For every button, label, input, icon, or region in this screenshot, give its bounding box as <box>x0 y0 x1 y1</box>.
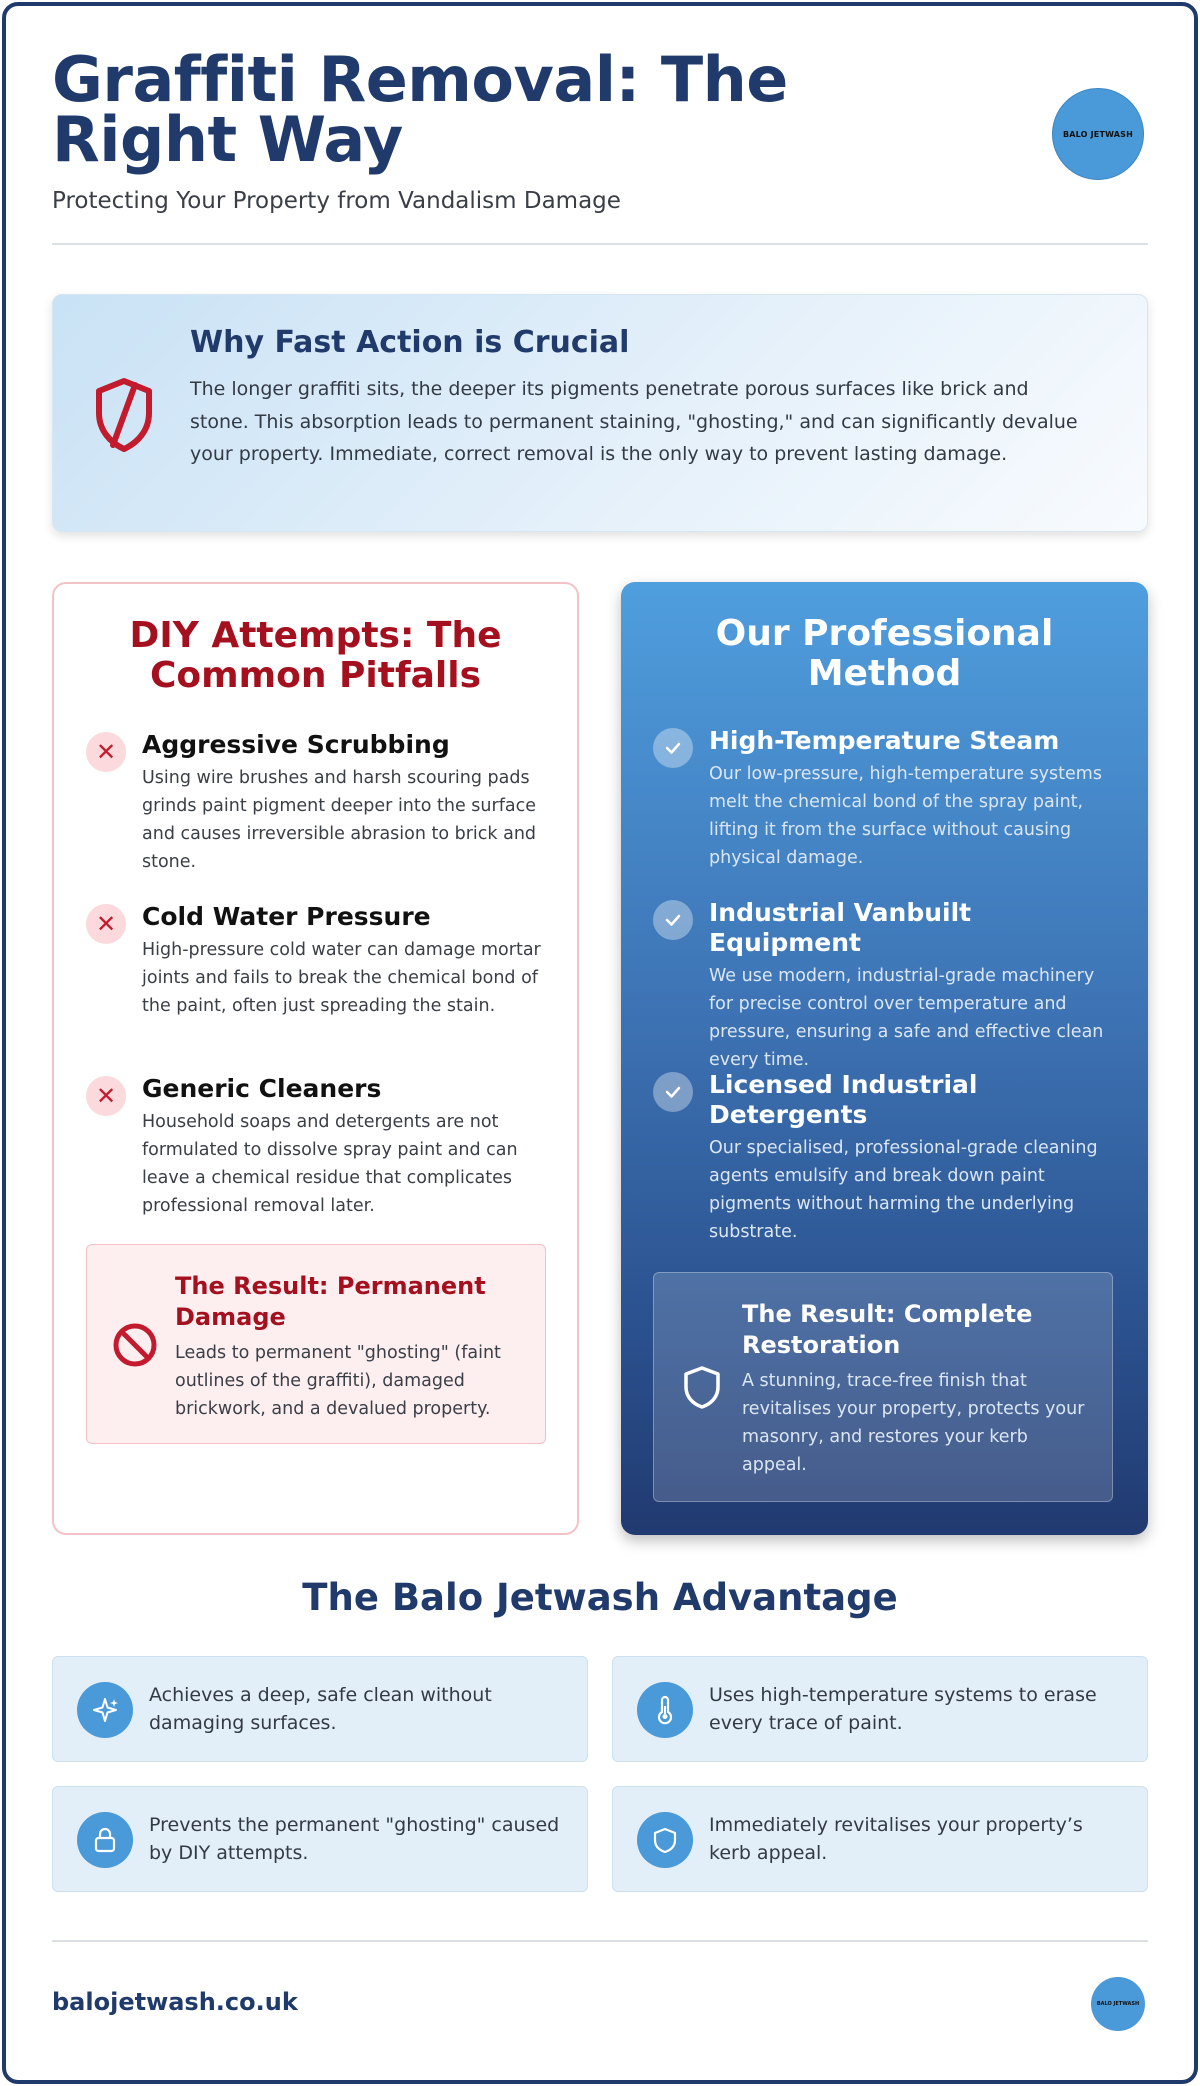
pro-column <box>621 582 1148 1535</box>
advantage-card <box>52 1656 588 1762</box>
cross-icon: ✕ <box>86 732 126 772</box>
pro-item-title: High-Temperature Steam <box>709 726 1060 755</box>
page-title: Graffiti Removal: The Right Way <box>52 43 788 176</box>
fast-action-box <box>52 294 1148 532</box>
cross-icon: ✕ <box>86 1076 126 1116</box>
lock-icon <box>77 1812 133 1868</box>
advantage-card <box>612 1786 1148 1892</box>
footer-divider <box>52 1940 1148 1942</box>
advantage-card <box>52 1786 588 1892</box>
website-link[interactable]: balojetwash.co.uk <box>52 1988 298 2016</box>
check-icon <box>653 728 693 768</box>
header-divider <box>52 243 1148 245</box>
diy-item <box>86 902 546 1020</box>
diy-column <box>52 582 579 1535</box>
diy-item-text: Household soaps and detergents are not formulated to dissolve spray paint and can leave a chemical residue that complicates professional removal later. <box>142 1112 518 1216</box>
advantage-text: Immediately revitalises your property’s kerb appeal. <box>709 1814 1083 1864</box>
footer-logo-text: BALO JETWASH <box>1096 2001 1140 2007</box>
pro-item <box>653 1070 1113 1246</box>
fast-action-heading: Why Fast Action is Crucial <box>190 325 630 360</box>
diy-item-title: Cold Water Pressure <box>142 902 431 931</box>
diy-result-text: Leads to permanent "ghosting" (faint outlines of the graffiti), damaged brickwork, and a devalued property. <box>175 1343 501 1419</box>
fast-action-body: The longer graffiti sits, the deeper its pigments penetrate porous surfaces like brick and stone. This absorption leads to permanent staining, "ghosting," and can significantly devalue your property. Immediate, correct removal is the only way to prevent lasting damage. <box>190 378 1078 465</box>
diy-heading: DIY Attempts: The Common Pitfalls <box>129 615 502 696</box>
pro-item <box>653 898 1113 1074</box>
page-subtitle: Protecting Your Property from Vandalism Damage <box>52 188 621 214</box>
shield-icon <box>637 1812 693 1868</box>
prohibited-icon <box>111 1321 159 1369</box>
pro-heading: Our Professional Method <box>715 613 1054 694</box>
pro-result-title: The Result: Complete Restoration <box>742 1300 1033 1359</box>
cross-icon: ✕ <box>86 904 126 944</box>
pro-item-title: Licensed Industrial Detergents <box>709 1070 978 1129</box>
sparkle-icon <box>77 1682 133 1738</box>
diy-item <box>86 730 546 876</box>
diy-result-box <box>86 1244 546 1444</box>
advantage-text: Achieves a deep, safe clean without damaging surfaces. <box>149 1684 492 1734</box>
diy-item-text: High-pressure cold water can damage mortar joints and fails to break the chemical bond of the paint, often just spreading the stain. <box>142 940 541 1016</box>
shield-slash-icon <box>89 375 159 455</box>
pro-item-title: Industrial Vanbuilt Equipment <box>709 898 972 957</box>
diy-result-title: The Result: Permanent Damage <box>175 1272 486 1331</box>
brand-logo <box>1052 88 1144 180</box>
advantage-text: Prevents the permanent "ghosting" caused by DIY attempts. <box>149 1814 560 1864</box>
advantage-heading: The Balo Jetwash Advantage <box>302 1576 898 1619</box>
diy-item-text: Using wire brushes and harsh scouring pads grinds paint pigment deeper into the surface and causes irreversible abrasion to brick and stone. <box>142 768 537 872</box>
pro-result-box <box>653 1272 1113 1502</box>
check-icon <box>653 1072 693 1112</box>
check-icon <box>653 900 693 940</box>
advantage-card <box>612 1656 1148 1762</box>
header <box>52 43 1148 246</box>
pro-item <box>653 726 1113 872</box>
logo-text: BALO JETWASH <box>1062 129 1134 139</box>
footer-logo <box>1091 1977 1145 2031</box>
thermometer-icon <box>637 1682 693 1738</box>
shield-icon <box>678 1363 726 1411</box>
pro-result-text: A stunning, trace-free finish that revitalises your property, protects your masonry, and restores your kerb appeal. <box>742 1371 1085 1475</box>
diy-item-title: Aggressive Scrubbing <box>142 730 450 759</box>
pro-item-text: We use modern, industrial-grade machinery for precise control over temperature and pressure, ensuring a safe and effective clean every time. <box>709 966 1104 1070</box>
pro-item-text: Our specialised, professional-grade cleaning agents emulsify and break down paint pigments without harming the underlying substrate. <box>709 1138 1098 1242</box>
pro-item-text: Our low-pressure, high-temperature systems melt the chemical bond of the spray paint, lifting it from the surface without causing physical damage. <box>709 764 1102 868</box>
advantage-text: Uses high-temperature systems to erase every trace of paint. <box>709 1684 1097 1734</box>
diy-item <box>86 1074 546 1220</box>
diy-item-title: Generic Cleaners <box>142 1074 382 1103</box>
